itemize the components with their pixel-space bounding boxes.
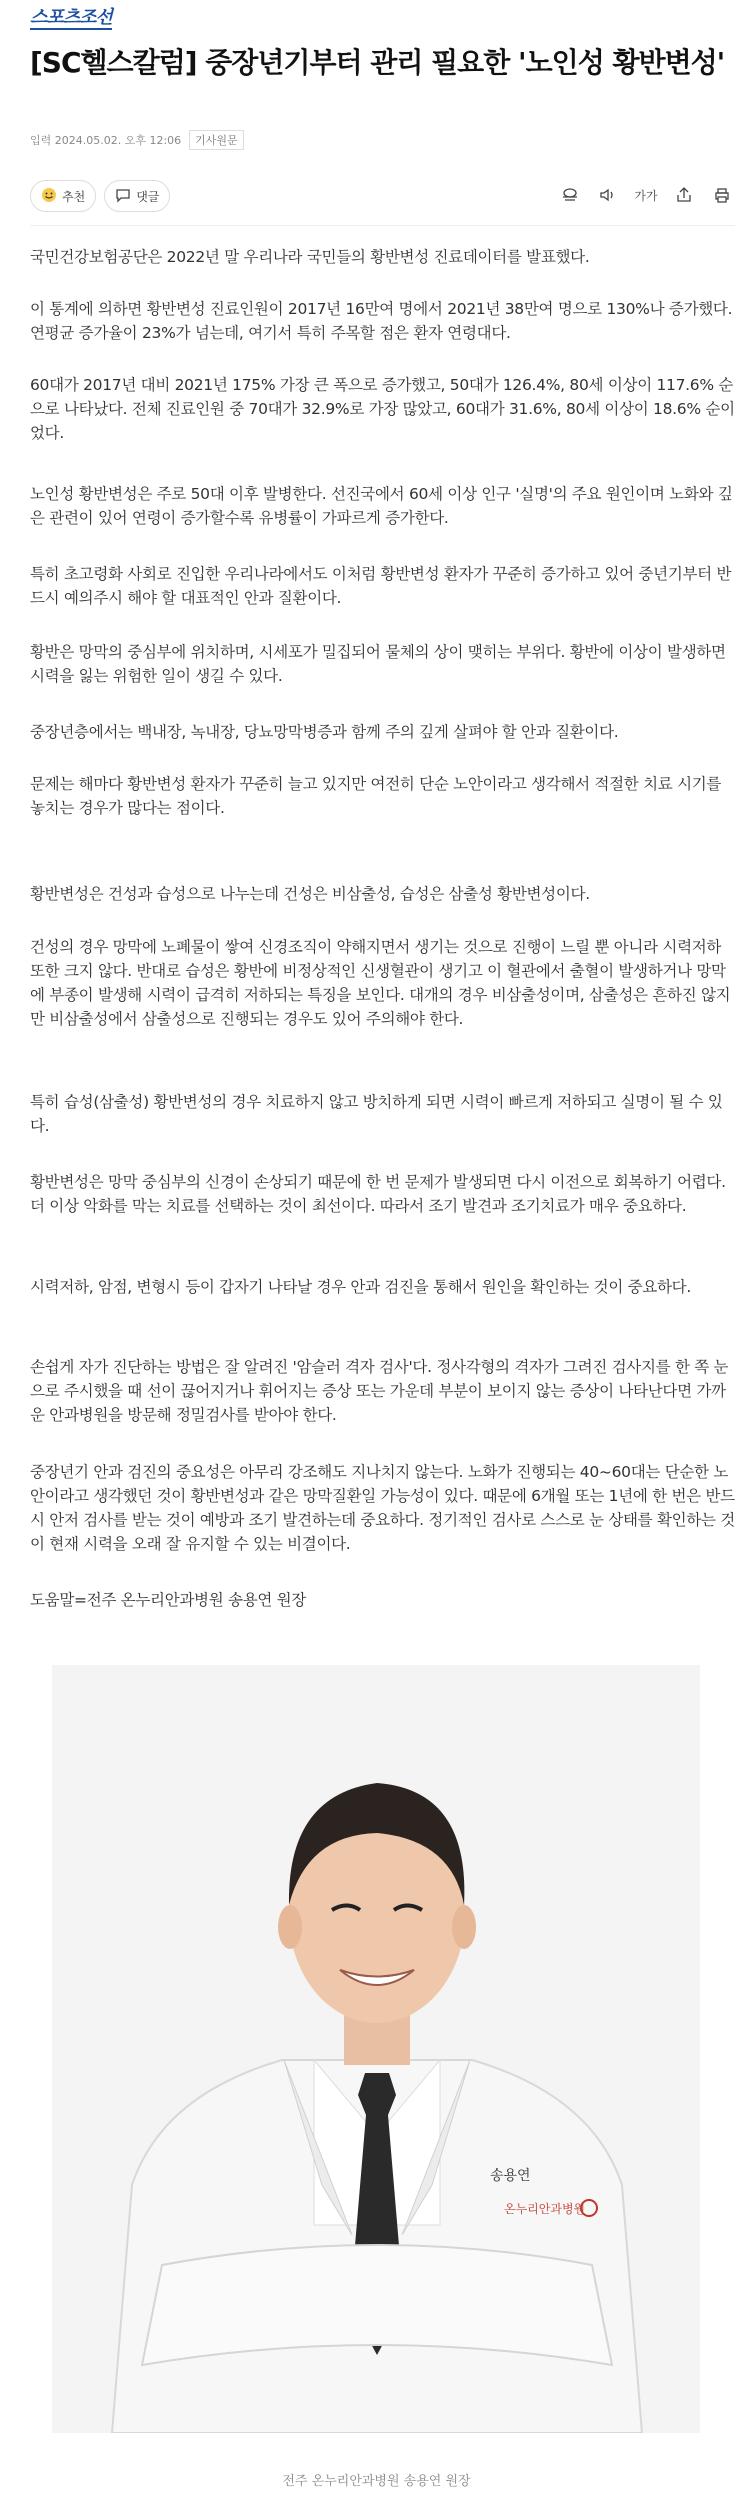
recommend-label: 추천 <box>62 189 86 204</box>
body-paragraph: 중장년층에서는 백내장, 녹내장, 당뇨망막병증과 함께 주의 깊게 살펴야 할 안과 질환이다. <box>30 723 619 741</box>
body-paragraph: 시력저하, 암점, 변형시 등이 갑자기 나타날 경우 안과 검진을 통해서 원인을 확인하는 것이 중요하다. <box>30 1278 691 1296</box>
body-paragraph: 황반은 망막의 중심부에 위치하며, 시세포가 밀집되어 물체의 상이 맺히는 부위다. 황반에 이상이 발생하면 시력을 잃는 위험한 일이 생길 수 있다. <box>30 643 726 685</box>
body-paragraph: 황반변성은 망막 중심부의 신경이 손상되기 때문에 한 번 문제가 발생되면 다시 이전으로 회복하기 어렵다. 더 이상 악화를 막는 치료를 선택하는 것이 최선이다. 따라서 조기 발견과 조기치료가 매우 중요하다. <box>30 1173 726 1215</box>
speaker-icon[interactable] <box>595 182 621 208</box>
doctor-photo <box>52 1665 700 2433</box>
body-paragraph: 특히 습성(삼출성) 황반변성의 경우 치료하지 않고 방치하게 되면 시력이 빠르게 저하되고 실명이 될 수 있다. <box>30 1093 723 1135</box>
share-icon[interactable] <box>671 182 697 208</box>
body-paragraph: 황반변성은 건성과 습성으로 나누는데 건성은 비삼출성, 습성은 삼출성 황반변성이다. <box>30 885 590 903</box>
body-paragraph: 문제는 해마다 황반변성 환자가 꾸준히 늘고 있지만 여전히 단순 노안이라고 생각해서 적절한 치료 시기를 놓치는 경우가 많다는 점이다. <box>30 775 722 817</box>
article-meta <box>30 130 244 150</box>
body-credit: 도움말=전주 온누리안과병원 송용연 원장 <box>30 1591 307 1609</box>
article-tools <box>557 182 735 208</box>
body-paragraph: 노인성 황반변성은 주로 50대 이후 발병한다. 선진국에서 60세 이상 인구 '실명'의 주요 원인이며 노화와 깊은 관련이 있어 연령이 증가할수록 유병률이 가파르게 증가한다. <box>30 485 733 527</box>
comment-button[interactable] <box>104 180 170 212</box>
body-paragraph: 특히 초고령화 사회로 진입한 우리나라에서도 이처럼 황반변성 환자가 꾸준히 증가하고 있어 중년기부터 반드시 예의주시 해야 할 대표적인 안과 질환이다. <box>30 565 732 607</box>
publish-date: 입력 2024.05.02. 오후 12:06 <box>30 134 182 147</box>
body-paragraph: 60대가 2017년 대비 2021년 175% 가장 큰 폭으로 증가했고, 50대가 126.4%, 80세 이상이 117.6% 순으로 나타났다. 전체 진료인원 중 70대가 32.9%로 가장 많았고, 60대가 31.6%, 80세 이상이 18.6% 순이었다. <box>30 376 735 442</box>
smile-icon <box>41 187 57 206</box>
body-paragraph: 손쉽게 자가 진단하는 방법은 잘 알려진 '암슬러 격자 검사'다. 정사각형의 격자가 그려진 검사지를 한 쪽 눈으로 주시했을 때 선이 끊어지거나 휘어지는 증상 또는 가운데 부분이 보이지 않는 증상이 나타난다면 가까운 안과병원을 방문해 정밀검사를 받아야 한다. <box>30 1358 729 1424</box>
reaction-bar <box>30 180 170 212</box>
body-paragraph: 이 통계에 의하면 황반변성 진료인원이 2017년 16만여 명에서 2021년 38만여 명으로 130%나 증가했다. 연평균 증가율이 23%가 넘는데, 여기서 특히 주목할 점은 환자 연령대다. <box>30 300 733 342</box>
body-paragraph: 중장년기 안과 검진의 중요성은 아무리 강조해도 지나치지 않는다. 노화가 진행되는 40~60대는 단순한 노안이라고 생각했던 것이 황반변성과 같은 망막질환일 가능성이 있다. 때문에 6개월 또는 1년에 한 번은 반드시 안저 검사를 받는 것이 예방과 조기 발견하는데 중요하다. 정기적인 검사로 스스로 눈 상태를 확인하는 것이 현재 시력을 오래 잘 유지할 수 있는 비결이다. <box>30 1463 735 1553</box>
recommend-button[interactable] <box>30 180 96 212</box>
article-title: [SC헬스칼럼] 중장년기부터 관리 필요한 '노인성 황반변성' <box>30 46 725 79</box>
original-article-button[interactable]: 기사원문 <box>189 130 244 150</box>
headline-icon[interactable] <box>557 182 583 208</box>
coat-name-text: 송용연 <box>490 2168 531 2184</box>
font-size-button[interactable]: 가가 <box>634 188 658 203</box>
comment-icon <box>115 187 131 206</box>
print-icon[interactable] <box>709 182 735 208</box>
body-paragraph: 건성의 경우 망막에 노폐물이 쌓여 신경조직이 약해지면서 생기는 것으로 진행이 느릴 뿐 아니라 시력저하 또한 크지 않다. 반대로 습성은 황반에 비정상적인 신생혈관이 생기고 이 혈관에서 출혈이 발생하거나 망막에 부종이 발생해 시력이 급격히 저하되는 특징을 보인다. 대개의 경우 비삼출성이며, 삼출성은 흔하진 않지만 비삼출성에서 삼출성으로 진행되는 경우도 있어 주의해야 한다. <box>30 938 731 1028</box>
divider <box>30 225 735 226</box>
site-logo[interactable]: 스포츠조선 <box>30 7 112 28</box>
body-paragraph: 국민건강보험공단은 2022년 말 우리나라 국민들의 황반변성 진료데이터를 발표했다. <box>30 248 590 266</box>
comment-label: 댓글 <box>136 189 160 204</box>
coat-logo-text: 온누리안과병원 <box>504 2202 586 2216</box>
photo-caption: 전주 온누리안과병원 송용연 원장 <box>282 2474 471 2489</box>
